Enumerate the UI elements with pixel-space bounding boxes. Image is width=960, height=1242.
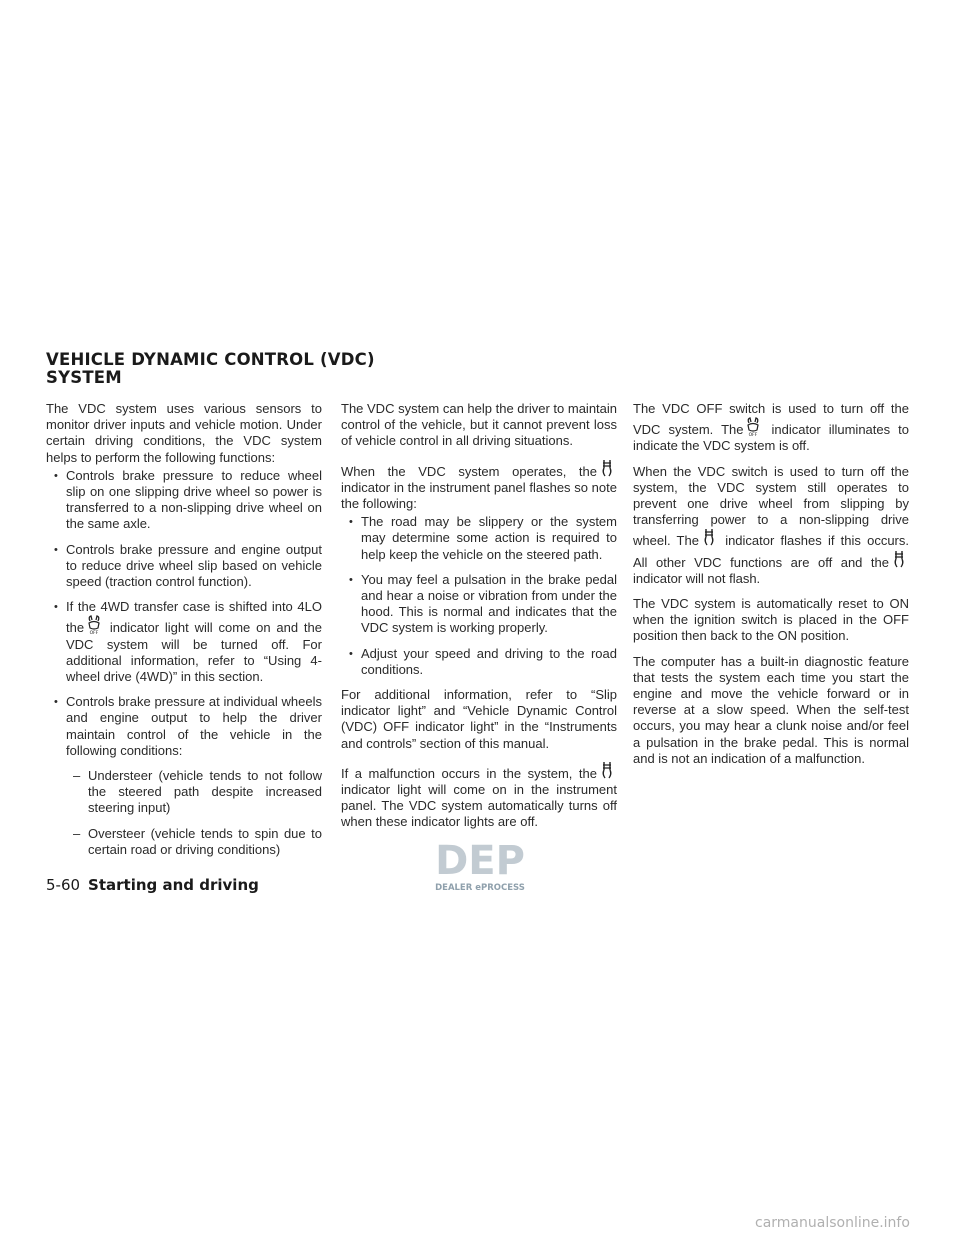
- section-heading-line2: SYSTEM: [46, 368, 122, 387]
- column-3: [633, 401, 909, 776]
- dash-understeer: – Understeer (vehicle tends to not follow the steered path despite increased steering input): [46, 768, 322, 817]
- watermark-tagline: DEALER ePROCESS: [435, 883, 525, 893]
- intro-paragraph: The VDC system uses various sensors to monitor driver inputs and vehicle motion. Under certain driving conditions, the VDC system helps to perform the following functions:: [46, 401, 322, 465]
- paragraph-switch-turn-off: [633, 464, 909, 587]
- column-1: [46, 401, 322, 867]
- vdc-off-icon: [745, 417, 761, 437]
- paragraph-malfunction-b: indicator light will come on in the instrument panel. The VDC system automatically turns off when these indicator lights are off.: [341, 782, 617, 830]
- bullet-traction-control: • Controls brake pressure and engine output to reduce drive wheel slip based on vehicle speed (traction control function).: [46, 542, 322, 591]
- bullet-road-slippery: • The road may be slippery or the system may determine some action is required to help keep the vehicle on the steered path.: [341, 514, 617, 563]
- bullet-wheel-slip: • Controls brake pressure to reduce wheel slip on one slipping drive wheel so power is transferred to a non-slipping drive wheel on the same axle.: [46, 468, 322, 533]
- paragraph-vdc-operates: [341, 459, 617, 513]
- paragraph-vdc-operates-b: indicator in the instrument panel flashes so note the following:: [341, 479, 617, 512]
- svg-text:OFF: OFF: [89, 631, 99, 636]
- dash-oversteer: – Oversteer (vehicle tends to spin due to certain road or driving conditions): [46, 826, 322, 858]
- slip-indicator-icon: [599, 459, 615, 479]
- slip-indicator-icon: [701, 528, 717, 548]
- paragraph-self-test: The computer has a built-in diagnostic feature that tests the system each time you start the engine and move the vehicle forward or in reverse at a slow speed. When the self-test occurs, you may hear a clunk noise and/or feel a pulsation in the brake pedal. This is normal and is not an indication of a malfunction.: [633, 653, 909, 766]
- paragraph-vdc-off-switch-b: indicator illuminates to indicate the VDC system is off.: [633, 422, 909, 454]
- page-number: 5-60: [46, 876, 81, 894]
- paragraph-additional-info: For additional information, refer to “Slip indicator light” and “Vehicle Dynamic Control (VDC) OFF indicator light” in the “Instruments and controls” section of this manual.: [341, 687, 617, 751]
- bullet-4lo: [46, 599, 322, 685]
- paragraph-auto-reset: The VDC system is automatically reset to ON when the ignition switch is placed in the OFF position then back to the ON position.: [633, 596, 909, 644]
- slip-indicator-icon: [891, 550, 907, 570]
- paragraph-switch-turn-off-c: indicator will not flash.: [633, 570, 761, 586]
- bullet-brake-pressure: • Controls brake pressure at individual wheels and engine output to help the driver maintain control of the vehicle in the following conditions:: [46, 694, 322, 759]
- bullet-4lo-text-a: If the 4WD transfer case is shifted into 4LO the: [66, 599, 322, 636]
- paragraph-malfunction: [341, 761, 617, 831]
- paragraph-switch-turn-off-a: When the VDC switch is used to turn off the system, the VDC system still operates to prevent one drive wheel from slipping by transferring power to a non-slipping drive wheel. The: [633, 463, 909, 549]
- bullet-pulsation: • You may feel a pulsation in the brake pedal and hear a noise or vibration from under the hood. This is normal and indicates that the VDC system is working properly.: [341, 572, 617, 637]
- column-2: [341, 401, 617, 840]
- site-watermark: carmanualsonline.info: [755, 1215, 910, 1231]
- vdc-off-icon: [86, 615, 102, 635]
- paragraph-vdc-operates-a: When the VDC system operates, the: [341, 463, 597, 479]
- dealer-eprocess-watermark: [415, 840, 545, 896]
- paragraph-vdc-off-switch-a: The VDC OFF switch is used to turn off the VDC system. The: [633, 401, 909, 438]
- page-footer: [46, 876, 259, 894]
- paragraph-switch-turn-off-b: indicator flashes if this occurs. All other VDC functions are off and the: [633, 533, 909, 570]
- slip-indicator-icon: [599, 761, 615, 781]
- paragraph-help-driver: The VDC system can help the driver to maintain control of the vehicle, but it cannot prevent loss of vehicle control in all driving situations.: [341, 401, 618, 449]
- section-heading-line1: VEHICLE DYNAMIC CONTROL (VDC): [46, 350, 375, 369]
- section-title: Starting and driving: [88, 876, 259, 894]
- bullet-4lo-text-b: indicator light will come on and the VDC system will be turned off. For additional information, refer to “Using 4-wheel drive (4WD)” in this section.: [66, 620, 322, 685]
- bullet-adjust-speed: • Adjust your speed and driving to the road conditions.: [341, 646, 617, 678]
- paragraph-malfunction-a: If a malfunction occurs in the system, the: [341, 765, 597, 781]
- section-heading: [46, 351, 375, 387]
- paragraph-vdc-off-switch: [633, 401, 909, 455]
- svg-text:OFF: OFF: [749, 433, 758, 438]
- watermark-logo: DEP: [435, 840, 525, 884]
